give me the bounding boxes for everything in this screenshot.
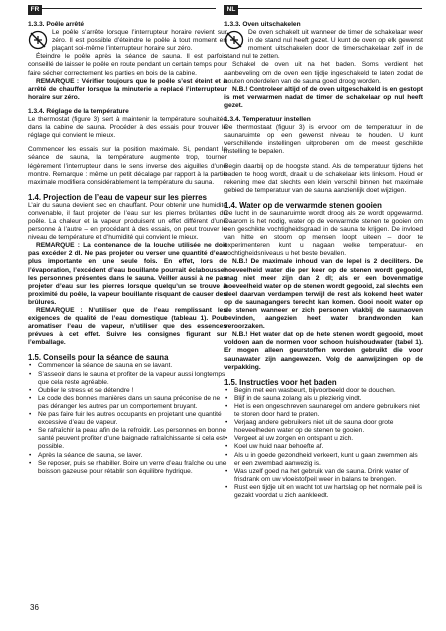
list-item: • Was uzelf goed na het gebruik van de sauna. Drink water of frisdrank om uw vloeistofpeil weer in balans te brengen. (234, 468, 423, 484)
section-title: 1.5. Instructies voor het baden (224, 377, 337, 387)
note-paragraph: REMARQUE : N’utiliser que de l’eau remplissant les exigences de qualité de l’eau domestique (tableau 1). Pour aromatiser l’eau de vapeur, n’utiliser que des essences prévues à cet effet. Suivre les consignes figurant sur l’emballage. (28, 307, 227, 347)
list-item: • Oublier le stress et se détendre ! (38, 387, 227, 395)
paragraph: Begin daarbij op de hoogste stand. Als de temperatuur tijdens het baden te hoog wordt, draait u de schakelaar iets linksom. Houd er rekening mee dat slechts een klein verschil binnen het maximale gebied de temperatuur van de sauna aanzienlijk doet wijzigen. (224, 162, 423, 194)
section-title: 1.4. Projection de l’eau de vapeur sur les pierres (28, 192, 207, 202)
bullet-list (28, 362, 227, 475)
section-title: 1.3.4. Temperatuur instellen (224, 116, 311, 124)
page-number: 36 (30, 603, 39, 612)
list-item: • Après la séance de sauna, se laver. (38, 452, 227, 460)
list-item: • Vergeet al uw zorgen en ontspant u zich. (234, 435, 423, 443)
section-title: 1.3.3. Poêle arrêté (28, 21, 85, 28)
list-item: • Verjaag andere gebruikers niet uit de sauna door grote hoeveelheden water op de stenen te gooien. (234, 419, 423, 435)
list-item: • Le code des bonnes manières dans un sauna préconise de ne pas déranger les autres par un comportement bruyant. (38, 395, 227, 411)
note-paragraph: REMARQUE : Vérifier toujours que le poêle s’est éteint et a arrêté de chauffer lorsque la minuterie a replacé l’interrupteur horaire sur zéro. (28, 77, 227, 101)
section-title: 1.3.4. Réglage de la température (28, 107, 129, 115)
list-item: • Rust een tijdje uit en wacht tot uw hartslag op het normale peil is gezakt voordat u zich aankleedt. (234, 484, 423, 500)
french-column (28, 21, 227, 476)
list-item: • Se reposer, puis se rhabiller. Boire un verre d’eau fraîche ou une boisson gazeuse pour rétablir son équilibre hydrique. (38, 460, 227, 476)
list-item: • S’asseoir dans le sauna et profiter de la vapeur aussi longtemps que cela reste agréable. (38, 371, 227, 387)
power-off-icon (28, 30, 48, 50)
note-paragraph: N.B.! De maximale inhoud van de lepel is 2 deciliters. De hoeveelheid water die per keer op de stenen wordt gegooid, mag niet meer zijn dan 2 dl; als er een bovenmatige hoeveelheid water op de stenen wordt gegooid, zal slechts een deel daarvan verdampen terwijl de rest als kokend heet water op de saunagangers terecht kan komen. Gooi nooit water op de stenen wanneer er zich personen vlakbij de saunaoven bevinden, aangezien heet water brandwonden kan veroorzaken. (224, 258, 423, 331)
language-tag-nl: NL (224, 5, 238, 15)
note-paragraph: REMARQUE : La contenance de la louche utilisée ne doit pas excéder 2 dl. Ne pas projeter ou verser une quantité d’eau plus importante en une seule fois. En effet, lors de l’évaporation, l’excédent d’eau bouillante pourrait éclabousser les personnes présentes dans le sauna. Veiller aussi à ne pas projeter d’eau sur les pierres lorsque quelqu’un se trouve à proximité du poêle, la vapeur bouillante risquant de causer des brûlures. (28, 242, 227, 306)
section-title: 1.5. Conseils pour la séance de sauna (28, 353, 169, 363)
list-item: • Blijf in de sauna zolang als u plezierig vindt. (234, 395, 423, 403)
list-item: • Ne pas faire fuir les autres occupants en projetant une quantité excessive d’eau de vapeur. (38, 411, 227, 427)
paragraph: L’air du sauna devient sec en chauffant. Pour obtenir une humidité convenable, il faut projeter de l’eau sur les pierres brûlantes du poêle. La chaleur et la vapeur produisent un effet différent d’une personne à l’autre – en procédant à des essais, on peut trouver le niveau de température et d’humidité qui convient le mieux. (28, 201, 227, 242)
paragraph: Le poêle s’arrête lorsque l’interrupteur horaire revient sur zéro. Il est possible d’éteindre le poêle à tout moment en plaçant soi-même l’interrupteur horaire sur zéro. (52, 29, 227, 53)
list-item: • Koel uw huid naar behoefte af. (234, 443, 423, 451)
note-paragraph: N.B.! Controleer altijd of de oven uitgeschakeld is en gestopt is met verwarmen nadat de timer de schakelaar op nul heeft gezet. (224, 85, 423, 109)
paragraph: Le thermostat (figure 3) sert à maintenir la température souhaitée dans la cabine de sauna. Procéder à des essais pour trouver le réglage qui convient le mieux. (28, 116, 227, 140)
list-item: • Als u in goede gezondheid verkeert, kunt u gaan zwemmen als er een zwembad aanwezig is. (234, 452, 423, 468)
list-item: • Het is een ongeschreven saunaregel om andere gebruikers niet te storen door hard te praten. (234, 403, 423, 419)
paragraph: De oven schakelt uit wanneer de timer de schakelaar weer in de stand nul heeft gezet. U kunt de oven op elk gewenst moment uitschakelen door de timerschakelaar zelf in de stand nul te zetten. (224, 29, 423, 61)
paragraph: Commencer les essais sur la position maximale. Si, pendant la séance de sauna, la température augmente trop, tourner légèrement l’interrupteur dans le sens inverse des aiguilles d’une montre. Remarque : même un petit décalage par rapport à la partie maximale modifiera considérablement la température du sauna. (28, 146, 227, 186)
section-title: 1.3.3. Oven uitschakelen (224, 21, 301, 28)
paragraph: Éteindre le poêle après la séance de sauna. Il est parfois conseillé de laisser le poêle en route pendant un certain temps pour faire sécher correctement les parties en bois de la cabine. (28, 53, 227, 77)
power-off-icon (224, 30, 244, 50)
header-rule-right (238, 8, 422, 9)
list-item: • Se rafraîchir la peau afin de la refroidir. Les personnes en bonne santé peuvent profiter d’une baignade rafraîchissante si cela est possible. (38, 427, 227, 451)
list-item: • Begin met een wasbeurt, bijvoorbeeld door te douchen. (234, 387, 423, 395)
dutch-column (224, 21, 423, 500)
language-tag-fr: FR (28, 5, 42, 15)
bullet-list (224, 387, 423, 500)
section-title: 1.4. Water op de verwarmde stenen gooien (224, 200, 382, 210)
paragraph: Schakel de oven uit na het baden. Soms verdient het aanbeveling om de oven een tijdje ingeschakeld te laten zodat de houten onderdelen van de sauna goed droog worden. (224, 61, 423, 85)
note-paragraph: N.B.! Het water dat op de hete stenen wordt gegooid, moet voldoen aan de normen voor schoon huishoudwater (tabel 1). Er mogen alleen geurstoffen worden gebruikt die voor saunawater zijn aangewezen. Volg de aanwijzingen op de verpakking. (224, 331, 423, 371)
paragraph: De lucht in de saunaruimte wordt droog als ze wordt opgewarmd. Daarom is het nodig, water op de verwarmde stenen te gooien om een geschikte vochtigheidsgraad in de sauna te krijgen. De invloed van hitte en stoom op mensen loopt uiteen – door te experimenteren kunt u nagaan welke temperatuur- en vochtigheidsniveaus u het beste bevallen. (224, 209, 423, 258)
header-rule-left (42, 8, 216, 9)
list-item: • Commencer la séance de sauna en se lavant. (38, 362, 227, 370)
paragraph: De thermostaat (figuur 3) is ervoor om de temperatuur in de saunaruimte op een gewenst niveau te houden. U kunt verschillende instellingen uitproberen om de meest geschikte instelling te bepalen. (224, 124, 423, 156)
